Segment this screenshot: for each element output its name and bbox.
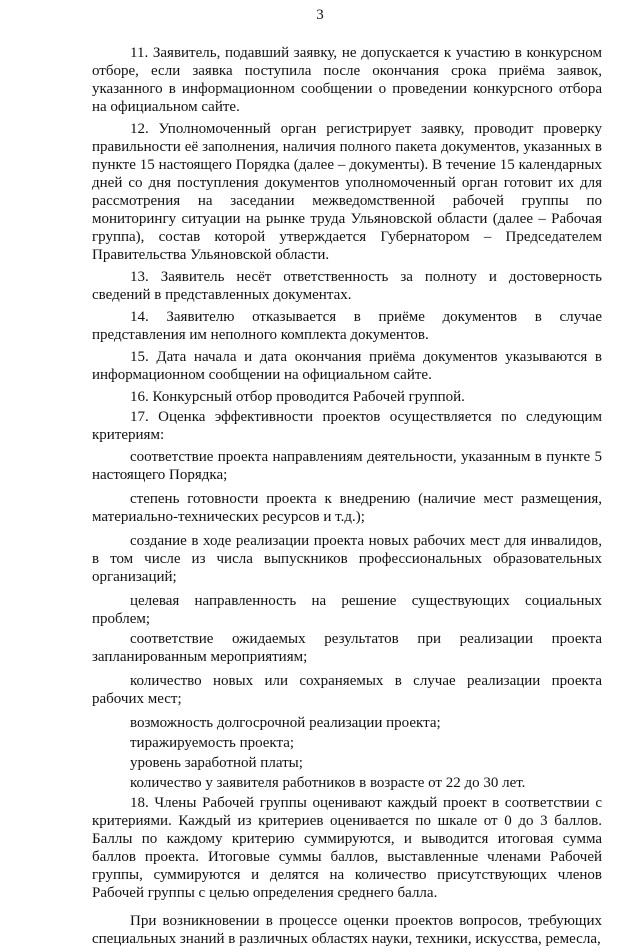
criterion-item: количество новых или сохраняемых в случае реализации проекта рабочих мест; [92, 673, 602, 707]
paragraph-11: 11. Заявитель, подавший заявку, не допускается к участию в конкурсном отборе, если заявка поступила после окончания срока приёма заявок, указанного в информационном сообщении о проведении конкурсного отбора на официальном сайте. [92, 45, 602, 115]
criterion-item: соответствие ожидаемых результатов при реализации проекта запланированным мероприятиям; [92, 631, 602, 665]
paragraph-16: 16. Конкурсный отбор проводится Рабочей группой. [130, 389, 465, 405]
criterion-item: количество у заявителя работников в возрасте от 22 до 30 лет. [130, 775, 526, 791]
criterion-item: возможность долгосрочной реализации проекта; [130, 715, 441, 731]
criterion-item: тиражируемость проекта; [130, 735, 295, 751]
criterion-item: целевая направленность на решение существующих социальных проблем; [92, 593, 602, 627]
criterion-item: степень готовности проекта к внедрению (наличие мест размещения, материально-технических ресурсов и т.д.); [92, 491, 602, 525]
paragraph-15: 15. Дата начала и дата окончания приёма документов указываются в информационном сообщении на официальном сайте. [92, 349, 602, 383]
paragraph-13: 13. Заявитель несёт ответственность за полноту и достоверность сведений в представленных документах. [92, 269, 602, 303]
criterion-item: уровень заработной платы; [130, 755, 303, 771]
paragraph-continuation: При возникновении в процессе оценки проектов вопросов, требующих специальных знаний в различных областях науки, техники, искусства, ремесла, [92, 913, 602, 947]
document-body [92, 44, 602, 952]
paragraph-14: 14. Заявителю отказывается в приёме документов в случае представления им неполного комплекта документов. [92, 309, 602, 343]
criterion-item: создание в ходе реализации проекта новых рабочих мест для инвалидов, в том числе из числа выпускников профессиональных образовательных организаций; [92, 533, 602, 585]
paragraph-17: 17. Оценка эффективности проектов осуществляется по следующим критериям: [92, 409, 602, 443]
paragraph-18: 18. Члены Рабочей группы оценивают каждый проект в соответствии с критериями. Каждый из критериев оценивается по шкале от 0 до 3 баллов. Баллы по каждому критерию суммируются, и выводится итоговая сумма баллов проекта. Итоговые суммы баллов, выставленные членами Рабочей группы, суммируются и делятся на количество присутствующих членов Рабочей группы с целью определения среднего балла. [92, 795, 602, 901]
paragraph-12: 12. Уполномоченный орган регистрирует заявку, проводит проверку правильности её заполнения, наличия полного пакета документов, указанных в пункте 15 настоящего Порядка (далее – документы). В течение 15 календарных дней со дня поступления документов уполномоченный орган готовит их для рассмотрения на заседании межведомственной рабочей группы по мониторингу ситуации на рынке труда Ульяновской области (далее – Рабочая группа), состав которой утверждается Губернатором – Председателем Правительства Ульяновской области. [92, 121, 602, 263]
page-number: 3 [316, 7, 324, 23]
criterion-item: соответствие проекта направлениям деятельности, указанным в пункте 5 настоящего Порядка; [92, 449, 602, 483]
